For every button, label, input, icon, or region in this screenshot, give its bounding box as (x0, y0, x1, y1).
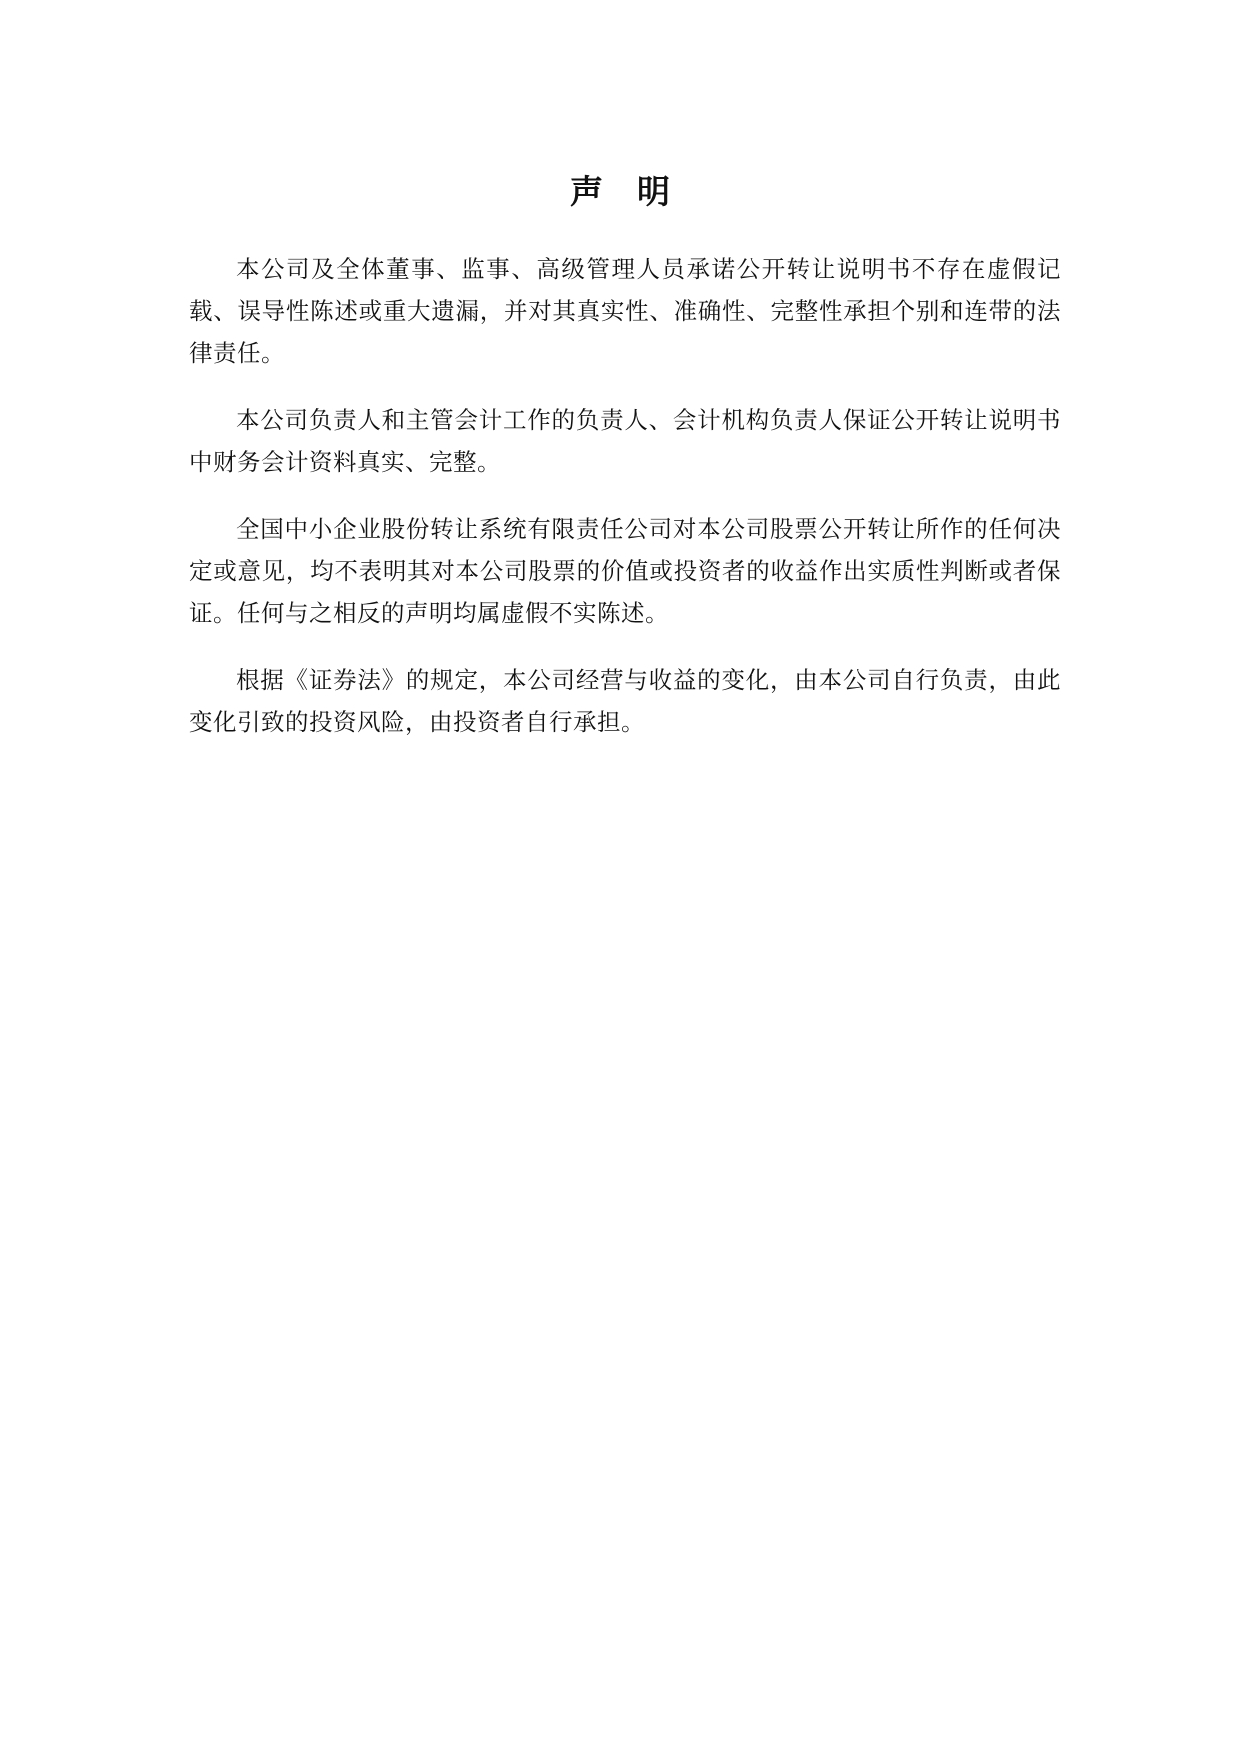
paragraph-commitment: 本公司及全体董事、监事、高级管理人员承诺公开转让说明书不存在虚假记载、误导性陈述或重大遗漏，并对其真实性、准确性、完整性承担个别和连带的法律责任。 (189, 255, 1061, 367)
paragraph-financial-guarantee: 本公司负责人和主管会计工作的负责人、会计机构负责人保证公开转让说明书中财务会计资料真实、完整。 (189, 406, 1061, 476)
paragraph-securities-law: 根据《证券法》的规定，本公司经营与收益的变化，由本公司自行负责，由此变化引致的投资风险，由投资者自行承担。 (189, 666, 1061, 736)
declaration-body (189, 248, 1061, 768)
title-char-1: 声 (570, 172, 603, 211)
paragraph-neeq-disclaimer: 全国中小企业股份转让系统有限责任公司对本公司股票公开转让所作的任何决定或意见，均不表明其对本公司股票的价值或投资者的收益作出实质性判断或者保证。任何与之相反的声明均属虚假不实陈述。 (189, 515, 1061, 627)
page-title (0, 172, 1240, 212)
title-char-2: 明 (637, 172, 670, 211)
